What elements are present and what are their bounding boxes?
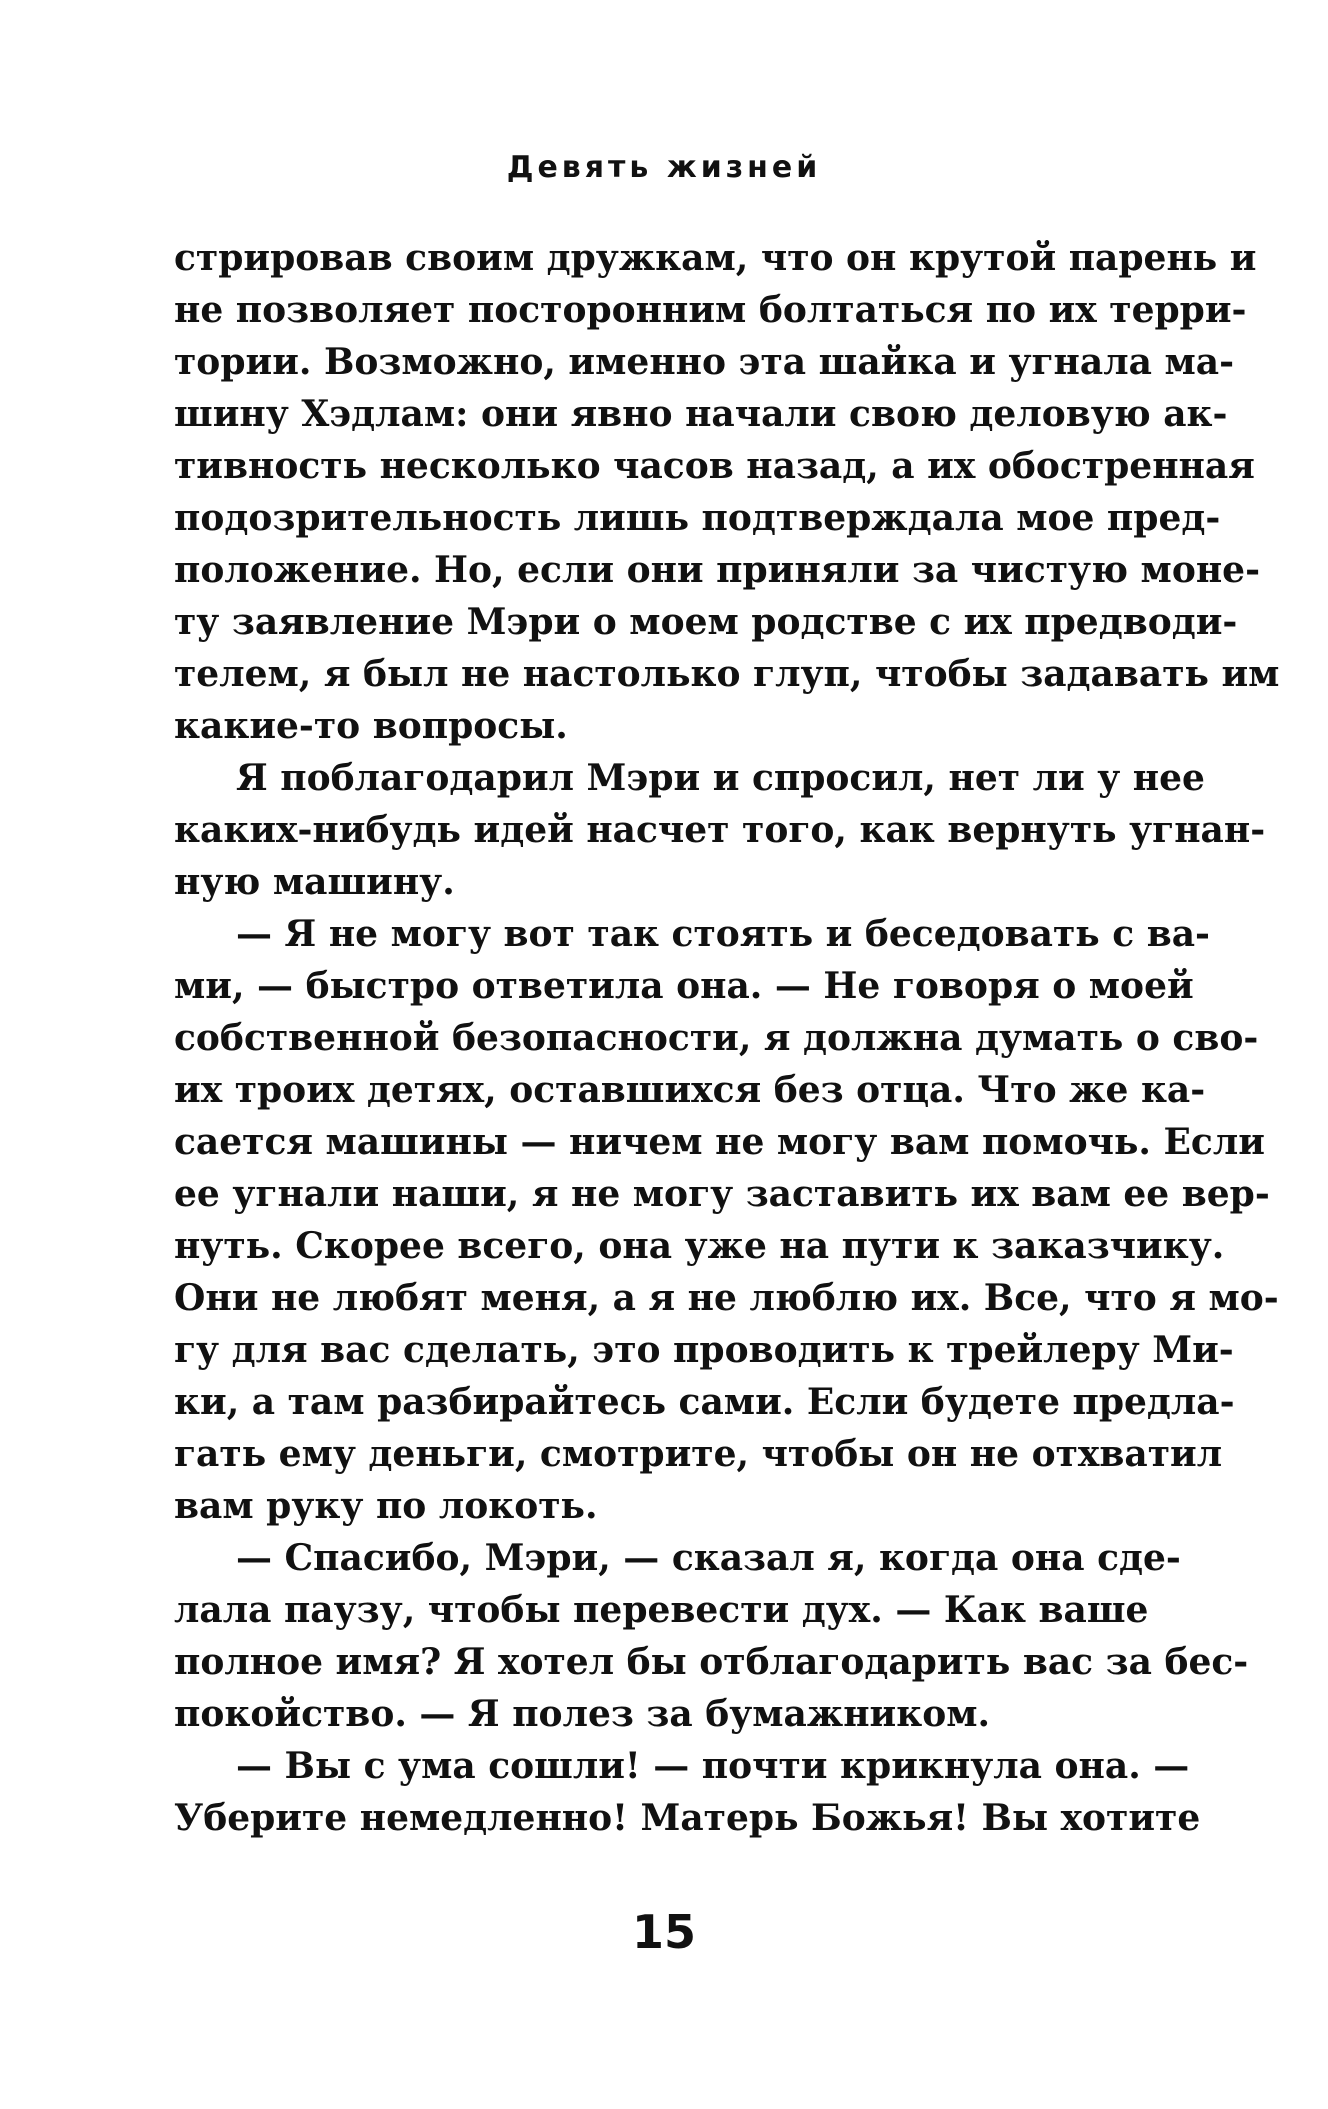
text-line: гать ему деньги, смотрите, чтобы он не отхватил (174, 1433, 1223, 1475)
text-line: полное имя? Я хотел бы отблагодарить вас за бес- (174, 1641, 1249, 1683)
body-text (174, 232, 1280, 1844)
text-line: тивность несколько часов назад, а их обостренная (174, 445, 1255, 487)
paragraph-5 (174, 1740, 1201, 1844)
paragraph-4 (174, 1532, 1249, 1740)
paragraph-3 (174, 908, 1279, 1532)
text-line: ки, а там разбирайтесь сами. Если будете предла- (174, 1381, 1235, 1423)
text-line: какие-то вопросы. (174, 705, 568, 747)
text-line: Я поблагодарил Мэри и спросил, нет ли у нее (236, 757, 1205, 799)
text-line: — Спасибо, Мэри, — сказал я, когда она сде- (236, 1537, 1181, 1579)
text-line: нуть. Скорее всего, она уже на пути к заказчику. (174, 1225, 1225, 1267)
text-line: телем, я был не настолько глуп, чтобы задавать им (174, 653, 1280, 695)
text-line: ее угнали наши, я не могу заставить их вам ее вер- (174, 1173, 1270, 1215)
text-line: шину Хэдлам: они явно начали свою деловую ак- (174, 393, 1228, 435)
text-line: гу для вас сделать, это проводить к трейлеру Ми- (174, 1329, 1234, 1371)
text-line: Они не любят меня, а я не люблю их. Все, что я мо- (174, 1277, 1279, 1319)
text-line: ми, — быстро ответила она. — Не говоря о моей (174, 965, 1194, 1007)
text-line: положение. Но, если они приняли за чистую моне- (174, 549, 1261, 591)
text-line: — Вы с ума сошли! — почти крикнула она. — (236, 1745, 1190, 1787)
text-line: Уберите немедленно! Матерь Божья! Вы хотите (174, 1797, 1201, 1839)
text-line: стрировав своим дружкам, что он крутой парень и (174, 237, 1257, 279)
text-line: лала паузу, чтобы перевести дух. — Как ваше (174, 1589, 1149, 1631)
text-line: их троих детях, оставшихся без отца. Что же ка- (174, 1069, 1206, 1111)
text-line: сается машины — ничем не могу вам помочь. Если (174, 1121, 1265, 1163)
text-line: не позволяет посторонним болтаться по их терри- (174, 289, 1247, 331)
paragraph-1 (174, 232, 1280, 752)
text-line: подозрительность лишь подтверждала мое пред- (174, 497, 1221, 539)
paragraph-2 (174, 752, 1266, 908)
text-line: вам руку по локоть. (174, 1485, 598, 1527)
text-line: каких-нибудь идей насчет того, как вернуть угнан- (174, 809, 1266, 851)
text-line: собственной безопасности, я должна думать о сво- (174, 1017, 1259, 1059)
text-line: покойство. — Я полез за бумажником. (174, 1693, 991, 1735)
text-line: — Я не могу вот так стоять и беседовать с ва- (236, 913, 1210, 955)
page-number: 15 (631, 1905, 696, 1959)
text-line: ную машину. (174, 861, 455, 903)
text-line: тории. Возможно, именно эта шайка и угнала ма- (174, 341, 1235, 383)
text-line: ту заявление Мэри о моем родстве с их предводи- (174, 601, 1238, 643)
running-head: Девять жизней (506, 150, 822, 185)
